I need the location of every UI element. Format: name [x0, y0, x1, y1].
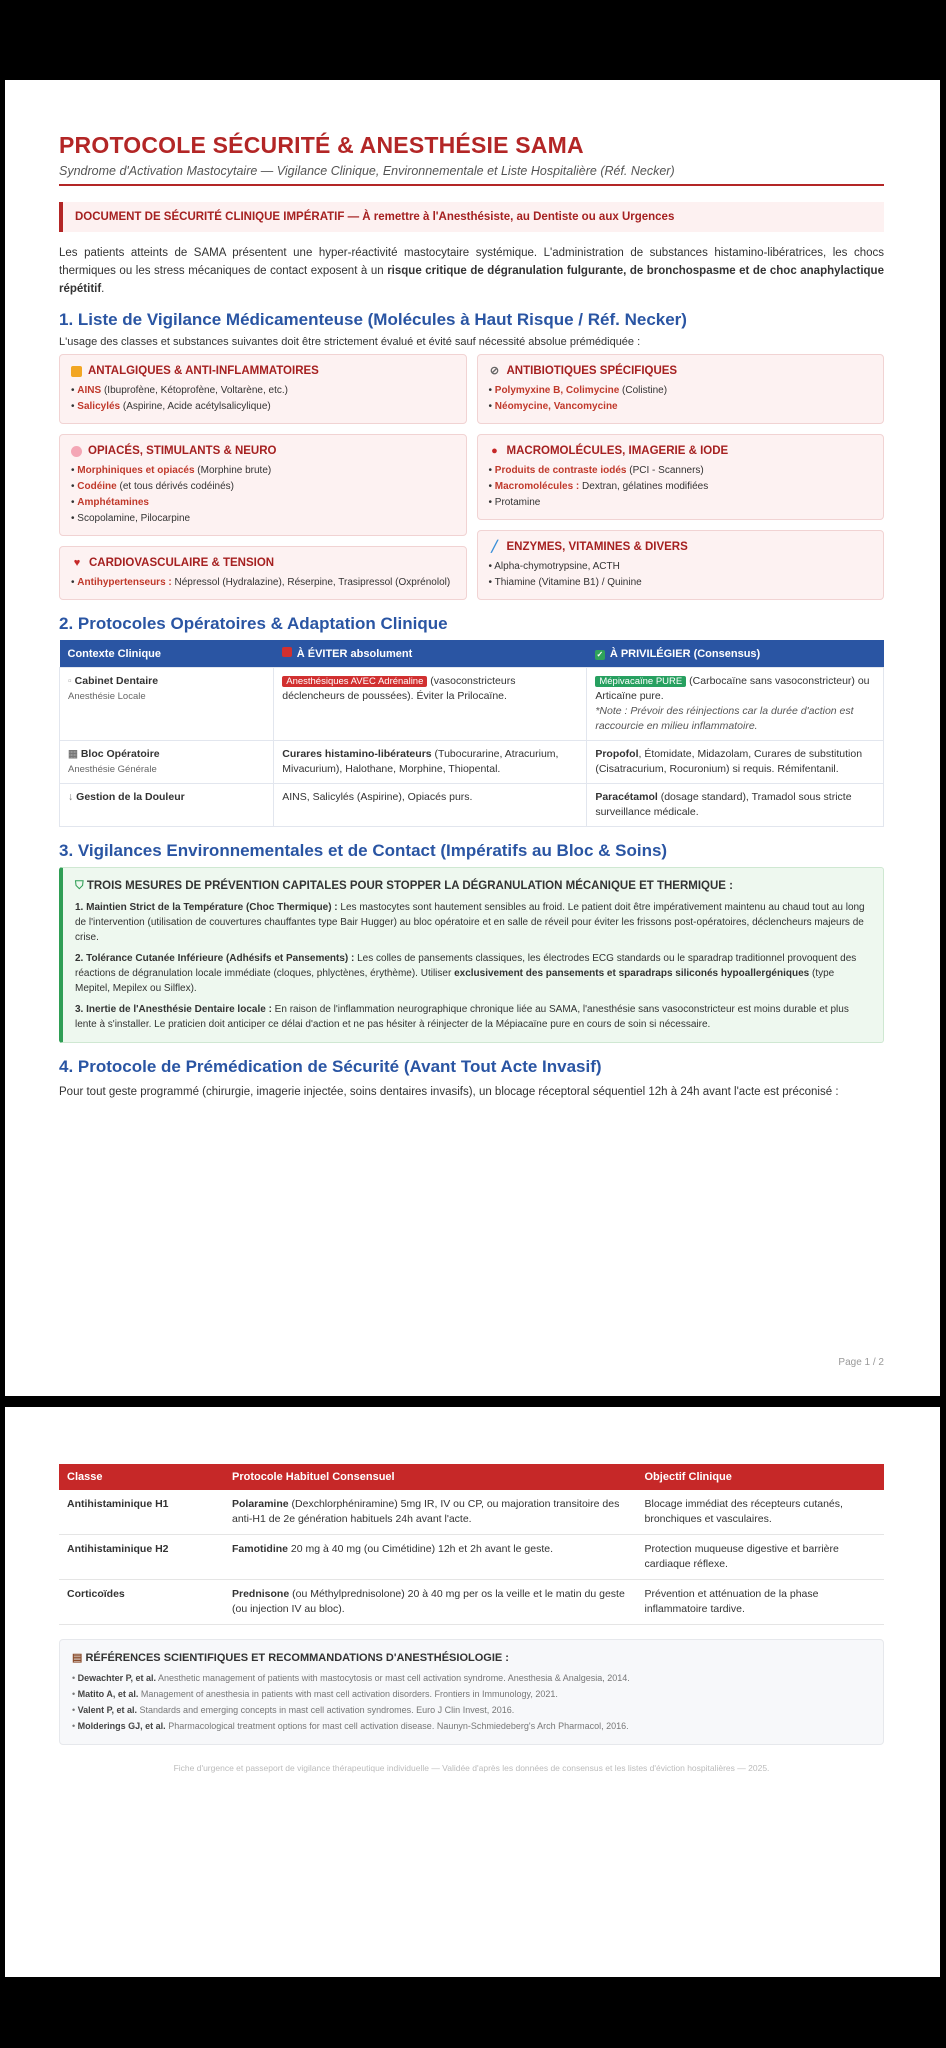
- references-box: ▤ RÉFÉRENCES SCIENTIFIQUES ET RECOMMANDATIONS D'ANESTHÉSIOLOGIE : • Dewachter P, et al. Anesthetic management of patients with mastocytosis or mast cell activation syndrome. Anesthesia & Analgesia, 2014. • Matito A, et al. Management of anesthesia in patients with mast cell activation disorders. Frontiers in Immunology, 2021. • Valent P, et al. Standards and emerging concepts in mast cell activation syndromes. Euro J Clin Invest, 2016. • Molderings GJ, et al. Pharmacological treatment options for mast cell activation disease. Naunyn-Schmiedeberg's Arch Pharmacol, 2016.: [59, 1639, 884, 1745]
- forbidden-icon: [282, 647, 292, 657]
- document-subtitle: Syndrome d'Activation Mastocytaire — Vigilance Clinique, Environnementale et Liste Hospitalière (Réf. Necker): [59, 164, 884, 186]
- avoid-badge: Anesthésiques AVEC Adrénaline: [282, 676, 427, 687]
- section-2-title: 2. Protocoles Opératoires & Adaptation Clinique: [59, 614, 448, 633]
- prefer-badge: Mépivacaïne PURE: [595, 676, 686, 687]
- card-item: • Thiamine (Vitamine B1) / Quinine: [488, 577, 642, 588]
- page-number: Page 1 / 2: [838, 1357, 884, 1368]
- prevention-box: ⛉ TROIS MESURES DE PRÉVENTION CAPITALES POUR STOPPER LA DÉGRANULATION MÉCANIQUE ET THERMIQUE : 1. Maintien Strict de la Température (Choc Thermique) : Les mastocytes sont hautement sensibles au froid. Le patient doit être impérativement maintenu au chaud tout au long de l'intervention (utilisation de couvertures chauffantes type Bair Hugger) au bloc opératoire et en salle de réveil pour éviter les frissons post-opératoires, déclencheurs majeurs de crise. 2. Tolérance Cutanée Inférieure (Adhésifs et Pansements) : Les colles de pansements classiques, les électrodes ECG standards ou le sparadrap traditionnel provoquent des réactions de dégranulation locale immédiate (cloques, phlyctènes, érythème). Utiliser exclusivement des pansements et sparadraps siliconés hypoallergéniques (type Mepitel, Mepilex ou Silflex). 3. Inertie de l'Anesthésie Dentaire locale : En raison de l'inflammation neurographique chronique liée au SAMA, l'anesthésie sans vasoconstricteur est moins durable et plus lente à s'installer. Le praticien doit anticiper ce délai d'action et ne pas hésiter à réinjecter de la Mépiacaïne pure en cours de soin si nécessaire.: [59, 867, 884, 1043]
- document-page-2: [5, 1407, 940, 1977]
- card-item: • Polymyxine B, Colimycine (Colistine): [488, 385, 668, 396]
- brain-icon: [71, 446, 82, 457]
- pill-box-icon: [71, 366, 82, 377]
- card-item: • Néomycine, Vancomycine: [488, 401, 618, 412]
- table-row: Antihistaminique H2 Famotidine 20 mg à 40 mg (ou Cimétidine) 12h et 2h avant le geste. Protection muqueuse digestive et barrière cardiaque réflexe.: [59, 1535, 884, 1580]
- reference-item: • Valent P, et al. Standards and emerging concepts in mast cell activation syndromes. Euro J Clin Invest, 2016.: [72, 1705, 515, 1715]
- section-3-title: 3. Vigilances Environnementales et de Contact (Impératifs au Bloc & Soins): [59, 841, 668, 860]
- section-4-title: 4. Protocole de Prémédication de Sécurité (Avant Tout Acte Invasif): [59, 1057, 602, 1076]
- table-row: ↓ Gestion de la Douleur AINS, Salicylés (Aspirine), Opiacés purs. Paracétamol (dosage standard), Tramadol sous stricte surveillance médicale.: [60, 784, 884, 827]
- reference-item: • Dewachter P, et al. Anesthetic management of patients with mastocytosis or mast cell activation syndrome. Anesthesia & Analgesia, 2014.: [72, 1673, 630, 1683]
- premedication-table: [59, 1464, 884, 1625]
- table-row: ▦ Bloc Opératoire Anesthésie Générale Curares histamino-libérateurs (Tubocurarine, Atracurium, Mivacurium), Halothane, Morphine, Thiopental. Propofol, Étomidate, Midazolam, Curares de substitution (Cisatracurium, Rocuronium) si requis. Rémifentanil.: [60, 741, 884, 784]
- card-item: • AINS (Ibuprofène, Kétoprofène, Voltarène, etc.): [71, 385, 288, 396]
- syringe-icon: ╱: [491, 541, 498, 553]
- card-cardio: ♥ CARDIOVASCULAIRE & TENSION • Antihypertenseurs : Népressol (Hydralazine), Réserpine, Trasipressol (Oxprénolol): [59, 546, 467, 600]
- table-row: Antihistaminique H1 Polaramine (Dexchlorphéniramine) 5mg IR, IV ou CP, ou majoration transitoire des anti-H1 de 2e génération habituels 24h avant l'acte. Blocage immédiat des récepteurs cutanés, bronchiques et vasculaires.: [59, 1490, 884, 1535]
- card-item: • Scopolamine, Pilocarpine: [71, 513, 191, 524]
- card-item: • Morphiniques et opiacés (Morphine brute): [71, 465, 272, 476]
- card-item: • Alpha-chymotrypsine, ACTH: [488, 561, 620, 572]
- card-item: • Salicylés (Aspirine, Acide acétylsalicylique): [71, 401, 271, 412]
- intro-paragraph: Les patients atteints de SAMA présentent une hyper-réactivité mastocytaire systémique. L'administration de substances histamino-libératrices, les chocs thermiques ou les stress mécaniques de contact exposent à un risque critique de dégranulation fulgurante, de bronchospasme et de choc anaphylactique répétitif.: [59, 247, 884, 295]
- capsule-icon: ⊘: [489, 365, 500, 377]
- th-avoid: À ÉVITER absolument: [274, 640, 587, 668]
- document-page-1: [5, 80, 940, 1396]
- card-item: • Amphétamines: [71, 497, 149, 508]
- section-4-text: Pour tout geste programmé (chirurgie, imagerie injectée, soins dentaires invasifs), un blocage réceptoral séquentiel 12h à 24h avant l'acte est préconisé :: [59, 1086, 839, 1098]
- pain-icon: ↓: [68, 791, 77, 803]
- drug-cards-grid: [59, 354, 884, 600]
- card-item: • Macromolécules : Dextran, gélatines modifiées: [488, 481, 709, 492]
- tooth-icon: ▫: [68, 675, 75, 687]
- books-icon: ▤: [72, 1652, 86, 1664]
- card-antibio: ⊘ ANTIBIOTIQUES SPÉCIFIQUES • Polymyxine B, Colimycine (Colistine) • Néomycine, Vancomycine: [477, 354, 885, 424]
- section-1-title: 1. Liste de Vigilance Médicamenteuse (Molécules à Haut Risque / Réf. Necker): [59, 310, 687, 329]
- card-item: • Codéine (et tous dérivés codéinés): [71, 481, 235, 492]
- card-item: • Protamine: [488, 497, 541, 508]
- card-opiaces: OPIACÉS, STIMULANTS & NEURO • Morphiniques et opiacés (Morphine brute) • Codéine (et tous dérivés codéinés) • Amphétamines • Scopolamine, Pilocarpine: [59, 434, 467, 536]
- th-context: Contexte Clinique: [60, 640, 274, 668]
- document-title: PROTOCOLE SÉCURITÉ & ANESTHÉSIE SAMA: [59, 132, 584, 158]
- shield-icon: ⛉: [75, 880, 87, 892]
- drop-icon: ●: [491, 445, 498, 457]
- th-objective: Objectif Clinique: [637, 1464, 885, 1490]
- th-class: Classe: [59, 1464, 224, 1490]
- card-item: • Antihypertenseurs : Népressol (Hydralazine), Réserpine, Trasipressol (Oxprénolol): [71, 577, 451, 588]
- alert-banner: DOCUMENT DE SÉCURITÉ CLINIQUE IMPÉRATIF — À remettre à l'Anesthésiste, au Dentiste ou aux Urgences: [59, 202, 884, 232]
- check-icon: ✓: [596, 649, 604, 659]
- table-row: Corticoïdes Prednisone (ou Méthylprednisolone) 20 à 40 mg per os la veille et le matin du geste (ou injection IV au bloc). Prévention et atténuation de la phase inflammatoire tardive.: [59, 1580, 884, 1625]
- th-prefer: ✓ À PRIVILÉGIER (Consensus): [587, 640, 884, 668]
- card-enzymes: ╱ ENZYMES, VITAMINES & DIVERS • Alpha-chymotrypsine, ACTH • Thiamine (Vitamine B1) / Quinine: [477, 530, 885, 600]
- table-row: ▫ Cabinet Dentaire Anesthésie Locale Anesthésiques AVEC Adrénaline (vasoconstricteurs déclencheurs de poussées). Éviter la Prilocaïne. Mépivacaïne PURE (Carbocaïne sans vasoconstricteur) ou Articaïne pure. *Note : Prévoir des réinjections car la durée d'action est raccourcie en milieu inflammatoire.: [60, 668, 884, 741]
- th-protocol: Protocole Habituel Consensuel: [224, 1464, 637, 1490]
- reference-item: • Molderings GJ, et al. Pharmacological treatment options for mast cell activation disease. Naunyn-Schmiedeberg's Arch Pharmacol, 2016.: [72, 1721, 629, 1731]
- card-macro: ● MACROMOLÉCULES, IMAGERIE & IODE • Produits de contraste iodés (PCI - Scanners) • Macromolécules : Dextran, gélatines modifiées • Protamine: [477, 434, 885, 520]
- protocol-table: [59, 640, 884, 827]
- reference-item: • Matito A, et al. Management of anesthesia in patients with mast cell activation disorders. Frontiers in Immunology, 2021.: [72, 1689, 558, 1699]
- card-item: • Produits de contraste iodés (PCI - Scanners): [488, 465, 704, 476]
- heart-icon: ♥: [73, 557, 81, 569]
- card-antalgiques: ANTALGIQUES & ANTI-INFLAMMATOIRES • AINS (Ibuprofène, Kétoprofène, Voltarène, etc.) • Salicylés (Aspirine, Acide acétylsalicylique): [59, 354, 467, 424]
- section-1-lead: L'usage des classes et substances suivantes doit être strictement évalué et évité sauf nécessité absolue prémédiquée :: [59, 336, 641, 348]
- hospital-icon: ▦: [68, 748, 81, 760]
- document-footer: Fiche d'urgence et passeport de vigilance thérapeutique individuelle — Validée d'après les données de consensus et les listes d'éviction hospitalières — 2025.: [173, 1763, 770, 1773]
